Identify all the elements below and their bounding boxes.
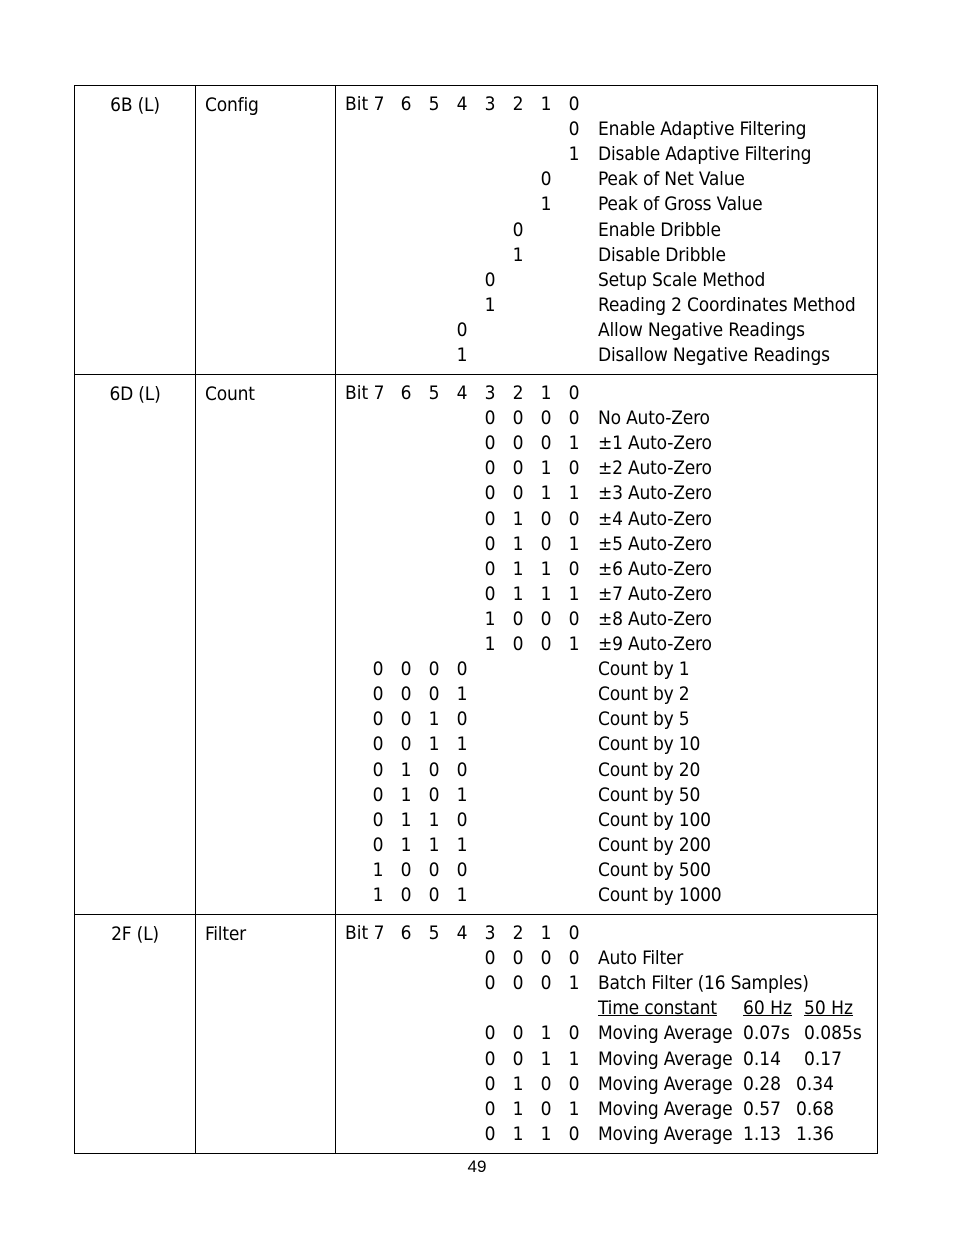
- bit-value-b7: 0: [372, 783, 384, 806]
- bit-value-b1: 1: [540, 1022, 552, 1045]
- setting-description: ±8 Auto-Zero: [598, 607, 712, 630]
- bit-row: [336, 482, 877, 507]
- setting-description: Moving Average: [598, 1072, 733, 1095]
- bit-value-b3: 0: [484, 1122, 496, 1145]
- setting-description: ±9 Auto-Zero: [598, 633, 712, 655]
- bit-header-b0: 0: [568, 93, 580, 115]
- register-cell: [75, 86, 196, 375]
- time-50hz: 0.68: [796, 1097, 835, 1120]
- bit-value-b5: 0: [428, 858, 440, 881]
- bit-row: [336, 884, 877, 909]
- setting-description: Reading 2 Coordinates Method: [598, 293, 856, 316]
- register-cell: [75, 375, 196, 915]
- bit-value-b3: 1: [484, 293, 496, 316]
- freq-60hz-header: 60 Hz: [743, 997, 793, 1020]
- bit-header-b3: 3: [484, 922, 496, 944]
- bit-value-b3: 0: [484, 532, 496, 555]
- bit-value-b1: 0: [540, 432, 552, 455]
- bit-value-b2: 1: [512, 582, 524, 605]
- setting-description: ±7 Auto-Zero: [598, 582, 712, 605]
- bit-value-b2: 0: [512, 947, 524, 970]
- bit-value-b5: 0: [428, 658, 440, 681]
- bit-header-b2: 2: [512, 382, 524, 404]
- bit-value-b4: 1: [456, 683, 468, 706]
- bit-value-b0: 1: [568, 143, 580, 166]
- bit-value-b0: 1: [568, 432, 580, 455]
- bit-value-b2: 0: [512, 457, 524, 480]
- bit-value-b2: 0: [512, 607, 524, 630]
- bit-value-b6: 1: [400, 783, 412, 806]
- bit-header-b7: Bit 7: [345, 93, 385, 115]
- bit-row: [336, 1098, 877, 1123]
- setting-description: Moving Average: [598, 1097, 733, 1120]
- bit-value-b3: 0: [484, 1022, 496, 1045]
- setting-description: Moving Average: [598, 1122, 733, 1145]
- bit-value-b0: 0: [568, 457, 580, 480]
- bit-value-b1: 1: [540, 1122, 552, 1145]
- bit-value-b4: 1: [456, 783, 468, 806]
- bit-value-b7: 0: [372, 708, 384, 731]
- time-60hz: 1.13: [743, 1122, 782, 1145]
- bit-value-b7: 0: [372, 658, 384, 681]
- bit-row: [336, 759, 877, 784]
- bit-header-b2: 2: [512, 93, 524, 115]
- bit-value-b1: 1: [540, 1047, 552, 1070]
- setting-description: Batch Filter (16 Samples): [598, 972, 809, 995]
- bit-row: [336, 1073, 877, 1098]
- bit-value-b2: 0: [512, 407, 524, 430]
- bit-row: [336, 947, 877, 972]
- bit-value-b1: 1: [540, 557, 552, 580]
- bit-header-b5: 5: [428, 93, 440, 115]
- bit-value-b6: 1: [400, 808, 412, 831]
- bit-value-b6: 1: [400, 758, 412, 781]
- bit-value-b1: 1: [540, 582, 552, 605]
- bit-row: [336, 683, 877, 708]
- bit-value-b4: 1: [456, 344, 468, 366]
- register-name: Config: [205, 94, 259, 116]
- bit-value-b2: 1: [512, 532, 524, 555]
- register-table: [74, 85, 878, 1154]
- setting-description: ±3 Auto-Zero: [598, 482, 712, 505]
- bit-row: [336, 972, 877, 997]
- bit-value-b4: 0: [456, 658, 468, 681]
- setting-description: Setup Scale Method: [598, 268, 766, 291]
- bit-row: [336, 558, 877, 583]
- time-60hz: 0.07s: [743, 1022, 790, 1045]
- bit-header-b1: 1: [540, 93, 552, 115]
- bit-value-b5: 0: [428, 683, 440, 706]
- bit-value-b2: 1: [512, 243, 524, 266]
- bit-value-b2: 1: [512, 1122, 524, 1145]
- bit-value-b7: 0: [372, 758, 384, 781]
- setting-description: ±6 Auto-Zero: [598, 557, 712, 580]
- bit-row: [336, 658, 877, 683]
- time-50hz: 0.34: [796, 1072, 835, 1095]
- bit-value-b3: 0: [484, 407, 496, 430]
- setting-description: Enable Adaptive Filtering: [598, 118, 807, 141]
- bit-header-b6: 6: [400, 93, 412, 115]
- bit-value-b7: 0: [372, 833, 384, 856]
- bit-row: [336, 319, 877, 344]
- bit-row: [336, 1048, 877, 1073]
- register-name: Count: [205, 383, 255, 405]
- setting-description: Count by 100: [598, 808, 711, 831]
- bit-value-b0: 1: [568, 482, 580, 505]
- setting-description: Count by 200: [598, 833, 711, 856]
- setting-description: Count by 20: [598, 758, 701, 781]
- bit-value-b5: 1: [428, 733, 440, 756]
- bit-value-b1: 0: [540, 407, 552, 430]
- bit-header-b5: 5: [428, 382, 440, 404]
- bit-value-b1: 0: [540, 507, 552, 530]
- bit-value-b2: 1: [512, 507, 524, 530]
- bit-value-b2: 0: [512, 633, 524, 655]
- bit-header-b0: 0: [568, 922, 580, 944]
- bit-value-b0: 0: [568, 507, 580, 530]
- bit-value-b5: 0: [428, 884, 440, 906]
- register-address: 2F (L): [111, 923, 159, 945]
- setting-description: Peak of Net Value: [598, 168, 745, 191]
- bit-row: [336, 633, 877, 658]
- time-50hz: 0.085s: [804, 1022, 862, 1045]
- register-name: Filter: [205, 923, 246, 945]
- bit-row: [336, 583, 877, 608]
- setting-description: Disable Adaptive Filtering: [598, 143, 812, 166]
- bit-value-b1: 0: [540, 972, 552, 995]
- setting-description: ±4 Auto-Zero: [598, 507, 712, 530]
- bit-row: [336, 294, 877, 319]
- setting-description: Allow Negative Readings: [598, 318, 805, 341]
- bit-row: [336, 809, 877, 834]
- bit-row: [336, 733, 877, 758]
- setting-description: Auto Filter: [598, 947, 684, 970]
- bit-header-b0: 0: [568, 382, 580, 404]
- name-cell: [196, 375, 336, 915]
- bit-row: [336, 1123, 877, 1148]
- setting-description: Count by 5: [598, 708, 690, 731]
- bit-header-b4: 4: [456, 382, 468, 404]
- setting-description: Moving Average: [598, 1022, 733, 1045]
- bit-value-b2: 0: [512, 432, 524, 455]
- setting-description: Count by 1000: [598, 884, 722, 906]
- time-50hz: 1.36: [796, 1122, 835, 1145]
- bit-header-b1: 1: [540, 382, 552, 404]
- bit-value-b5: 0: [428, 758, 440, 781]
- filter-register-row: [75, 915, 878, 1154]
- time-60hz: 0.28: [743, 1072, 782, 1095]
- bit-value-b0: 1: [568, 1097, 580, 1120]
- bit-row: [336, 269, 877, 294]
- bit-row: [336, 457, 877, 482]
- time-50hz: 0.17: [804, 1047, 843, 1070]
- bit-value-b4: 1: [456, 884, 468, 906]
- time-60hz: 0.14: [743, 1047, 782, 1070]
- bit-value-b2: 1: [512, 557, 524, 580]
- bit-row: [336, 608, 877, 633]
- bit-row: [336, 407, 877, 432]
- bit-header-b6: 6: [400, 382, 412, 404]
- bit-value-b7: 1: [372, 858, 384, 881]
- count-register-row: [75, 375, 878, 915]
- bit-value-b5: 1: [428, 708, 440, 731]
- setting-description: Moving Average: [598, 1047, 733, 1070]
- bit-value-b2: 1: [512, 1097, 524, 1120]
- bit-value-b1: 1: [540, 193, 552, 216]
- setting-description: Count by 50: [598, 783, 701, 806]
- bit-value-b0: 1: [568, 972, 580, 995]
- bit-row: [336, 784, 877, 809]
- bit-row: [336, 708, 877, 733]
- bit-header-b6: 6: [400, 922, 412, 944]
- bit-header-b7: Bit 7: [345, 922, 385, 944]
- name-cell: [196, 86, 336, 375]
- time-60hz: 0.57: [743, 1097, 782, 1120]
- bit-value-b2: 0: [512, 482, 524, 505]
- bits-cell: [336, 375, 878, 915]
- setting-description: ±2 Auto-Zero: [598, 457, 712, 480]
- bit-value-b0: 0: [568, 947, 580, 970]
- bit-value-b3: 0: [484, 482, 496, 505]
- bit-value-b0: 1: [568, 582, 580, 605]
- bit-value-b6: 0: [400, 658, 412, 681]
- bit-value-b1: 0: [540, 532, 552, 555]
- bit-row: [336, 997, 877, 1022]
- bit-value-b4: 0: [456, 318, 468, 341]
- name-cell: [196, 915, 336, 1154]
- bit-header-b3: 3: [484, 382, 496, 404]
- bit-row: [336, 219, 877, 244]
- bit-value-b3: 0: [484, 1072, 496, 1095]
- bit-value-b3: 0: [484, 582, 496, 605]
- bit-value-b7: 0: [372, 808, 384, 831]
- time-constant-header: Time constant: [598, 997, 717, 1020]
- bit-header-b4: 4: [456, 922, 468, 944]
- bit-value-b2: 0: [512, 1047, 524, 1070]
- bit-row: [336, 118, 877, 143]
- bit-value-b1: 0: [540, 1072, 552, 1095]
- bit-value-b4: 0: [456, 758, 468, 781]
- bit-value-b3: 0: [484, 972, 496, 995]
- register-address: 6D (L): [109, 383, 161, 405]
- bit-value-b3: 0: [484, 457, 496, 480]
- bit-header-b5: 5: [428, 922, 440, 944]
- bit-value-b4: 0: [456, 808, 468, 831]
- bit-value-b0: 0: [568, 1022, 580, 1045]
- bit-value-b2: 0: [512, 218, 524, 241]
- bit-value-b1: 0: [540, 607, 552, 630]
- bit-value-b0: 0: [568, 118, 580, 141]
- bit-value-b0: 1: [568, 532, 580, 555]
- bit-value-b7: 0: [372, 683, 384, 706]
- bit-header-row: [336, 922, 877, 947]
- setting-description: Disable Dribble: [598, 243, 726, 266]
- bit-row: [336, 508, 877, 533]
- bit-value-b3: 0: [484, 557, 496, 580]
- bit-header-b1: 1: [540, 922, 552, 944]
- bit-value-b0: 0: [568, 607, 580, 630]
- setting-description: Count by 500: [598, 858, 711, 881]
- bit-value-b6: 0: [400, 733, 412, 756]
- bit-value-b0: 0: [568, 1122, 580, 1145]
- bit-row: [336, 1022, 877, 1047]
- bit-value-b0: 1: [568, 1047, 580, 1070]
- bit-value-b1: 0: [540, 1097, 552, 1120]
- bit-value-b0: 1: [568, 633, 580, 655]
- bit-value-b3: 0: [484, 432, 496, 455]
- setting-description: No Auto-Zero: [598, 407, 710, 430]
- bit-value-b5: 1: [428, 808, 440, 831]
- setting-description: ±5 Auto-Zero: [598, 532, 712, 555]
- bit-value-b3: 0: [484, 1097, 496, 1120]
- setting-description: Count by 1: [598, 658, 690, 681]
- bit-header-b4: 4: [456, 93, 468, 115]
- bit-header-b7: Bit 7: [345, 382, 385, 404]
- bit-value-b7: 0: [372, 733, 384, 756]
- bit-value-b6: 0: [400, 858, 412, 881]
- bit-header-row: [336, 93, 877, 118]
- bit-value-b5: 1: [428, 833, 440, 856]
- bit-value-b6: 1: [400, 833, 412, 856]
- bit-row: [336, 143, 877, 168]
- bit-value-b4: 1: [456, 833, 468, 856]
- setting-description: Count by 2: [598, 683, 690, 706]
- bit-header-b3: 3: [484, 93, 496, 115]
- bit-value-b5: 0: [428, 783, 440, 806]
- bit-value-b3: 0: [484, 1047, 496, 1070]
- bit-header-row: [336, 382, 877, 407]
- bit-value-b2: 0: [512, 972, 524, 995]
- setting-description: Disallow Negative Readings: [598, 344, 830, 366]
- bit-value-b3: 0: [484, 268, 496, 291]
- bit-row: [336, 859, 877, 884]
- config-register-row: [75, 86, 878, 375]
- freq-50hz-header: 50 Hz: [804, 997, 854, 1020]
- bit-row: [336, 834, 877, 859]
- bit-value-b4: 0: [456, 858, 468, 881]
- bit-header-b2: 2: [512, 922, 524, 944]
- register-cell: [75, 915, 196, 1154]
- bit-value-b3: 1: [484, 607, 496, 630]
- bit-value-b2: 1: [512, 1072, 524, 1095]
- bit-value-b7: 1: [372, 884, 384, 906]
- bit-value-b1: 1: [540, 457, 552, 480]
- bit-value-b6: 0: [400, 683, 412, 706]
- setting-description: Peak of Gross Value: [598, 193, 763, 216]
- bits-cell: [336, 915, 878, 1154]
- bit-value-b6: 0: [400, 708, 412, 731]
- page-number: 49: [467, 1157, 487, 1176]
- bit-value-b4: 0: [456, 708, 468, 731]
- bit-row: [336, 193, 877, 218]
- setting-description: ±1 Auto-Zero: [598, 432, 712, 455]
- bit-row: [336, 432, 877, 457]
- bit-row: [336, 533, 877, 558]
- bit-value-b1: 0: [540, 947, 552, 970]
- bit-value-b0: 0: [568, 1072, 580, 1095]
- setting-description: Count by 10: [598, 733, 701, 756]
- bit-value-b0: 0: [568, 407, 580, 430]
- bit-row: [336, 244, 877, 269]
- bit-value-b6: 0: [400, 884, 412, 906]
- register-address: 6B (L): [110, 94, 160, 116]
- bit-row: [336, 168, 877, 193]
- setting-description: Enable Dribble: [598, 218, 721, 241]
- bit-row: [336, 344, 877, 369]
- bits-cell: [336, 86, 878, 375]
- bit-value-b4: 1: [456, 733, 468, 756]
- bit-value-b3: 0: [484, 947, 496, 970]
- bit-value-b1: 0: [540, 633, 552, 655]
- bit-value-b2: 0: [512, 1022, 524, 1045]
- bit-value-b0: 0: [568, 557, 580, 580]
- bit-value-b3: 1: [484, 633, 496, 655]
- bit-value-b3: 0: [484, 507, 496, 530]
- bit-value-b1: 0: [540, 168, 552, 191]
- bit-value-b1: 1: [540, 482, 552, 505]
